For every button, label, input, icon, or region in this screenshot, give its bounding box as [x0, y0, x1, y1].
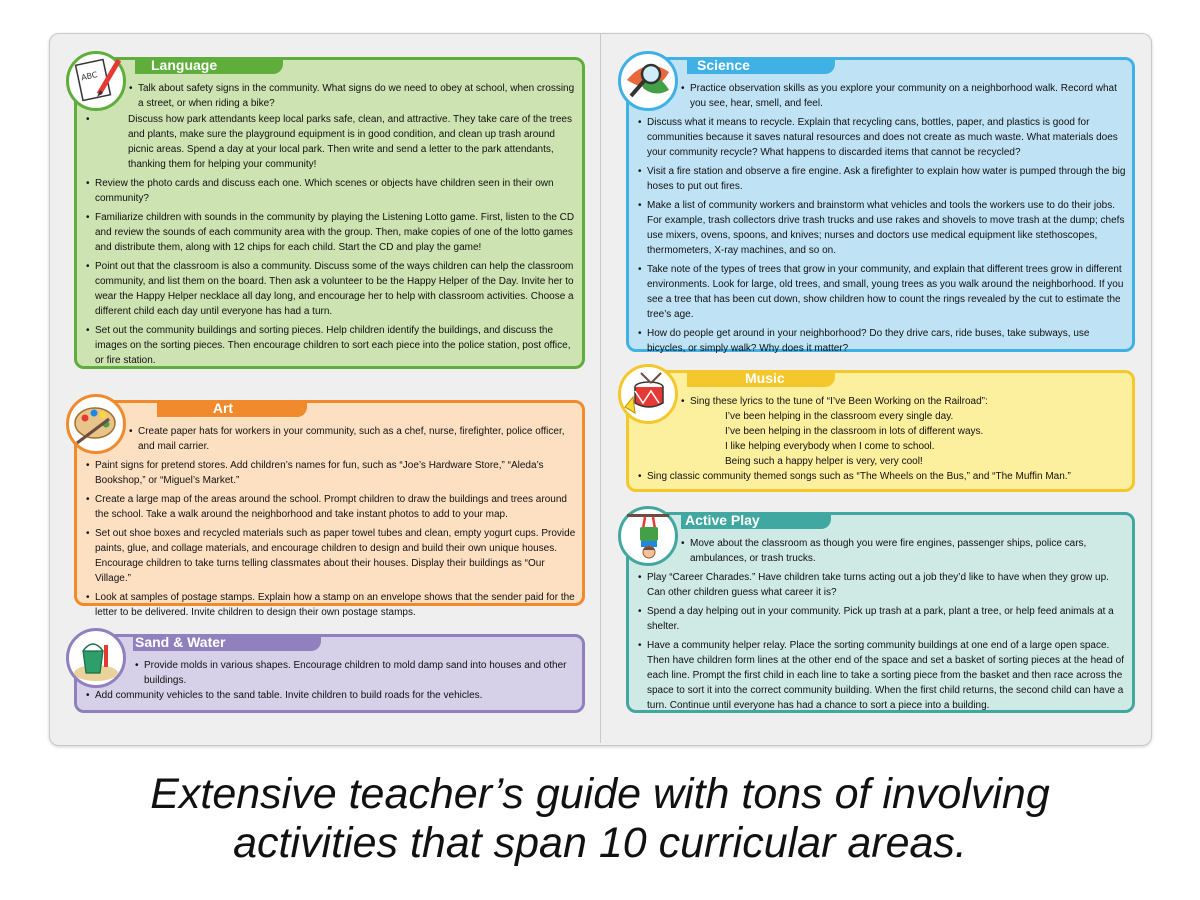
music-body-bottom [638, 469, 1130, 488]
science-body-top [681, 81, 1129, 115]
section-active-play [626, 512, 1135, 713]
music-bullet: • Sing these lyrics to the tune of “I’ve Been Working on the Railroad”: [681, 394, 1129, 409]
art-bullet: • Create a large map of the areas around the school. Prompt children to draw the buildings and trees around the school. Take a walk around the neighborhood and take instant photos to add to your map. [86, 492, 578, 522]
section-sand-water [74, 634, 585, 713]
section-art [74, 400, 585, 618]
section-language-title: Language [151, 57, 218, 73]
music-body [681, 394, 1129, 473]
section-art-title: Art [212, 400, 234, 416]
music-lyric: I’ve been helping in the classroom every single day. [725, 411, 954, 422]
sand-water-bullet: • Add community vehicles to the sand table. Invite children to build roads for the vehicles. [86, 688, 578, 703]
language-bullet-indent [86, 112, 578, 172]
art-bullet: • Look at samples of postage stamps. Explain how a stamp on an envelope shows that the sender paid for the letter to be delivered. Invite children to design their own postage stamps. [86, 590, 578, 620]
sand-water-body [86, 688, 578, 707]
active-play-bullet: • Spend a day helping out in your community. Pick up trash at a park, plant a tree, or help feed animals at a shelter. [638, 604, 1130, 634]
music-lyric: I’ve been helping in the classroom in lots of different ways. [725, 426, 984, 437]
science-bullet: • Practice observation skills as you explore your community on a neighborhood walk. Record what you see, hear, smell, and feel. [681, 81, 1129, 111]
science-bullet: • Take note of the types of trees that grow in your community, and explain that different trees grow in different environments. Look for large, old trees, and small, young trees as you walk around the neighborhood. If you see a tree that has been cut down, show children how to count the rings revealed by the cut to estimate the tree’s age. [638, 262, 1130, 322]
active-play-body-top [681, 536, 1129, 570]
child-swinging-icon [618, 506, 678, 566]
paint-palette-icon [66, 394, 126, 454]
art-bullet: • Set out shoe boxes and recycled materials such as paper towel tubes and clean, empty yogurt cups. Provide paints, glue, and collage materials, and encourage children to design and build their own unique houses. Encourage children to take turns telling classmates about their houses. Display their buildings as “Our Village.” [86, 526, 578, 586]
art-body [86, 458, 578, 624]
section-music-tab [687, 370, 835, 387]
section-music-title: Music [745, 370, 785, 386]
science-bullet: • How do people get around in your neighborhood? Do they drive cars, ride buses, take subways, use bicycles, or simply walk? Why does it matter? [638, 326, 1130, 356]
language-bullet: • Point out that the classroom is also a community. Discuss some of the ways children can help the classroom community, and list them on the board. Then ask a volunteer to be the Happy Helper of the Day. Invite her to wear the Happy Helper necklace all day long, and encourage her to help with classroom activities. Choose a different child each day until everyone has had a turn. [86, 259, 578, 319]
science-bullet: • Discuss what it means to recycle. Explain that recycling cans, bottles, paper, and plastics is good for communities because it saves natural resources and does not create as much waste. What materials does your community recycle? What happens to discarded items that cannot be recycled? [638, 115, 1130, 160]
section-science-tab [687, 57, 835, 74]
section-science-title: Science [697, 57, 750, 73]
language-bullet: • Familiarize children with sounds in the community by playing the Listening Lotto game. First, listen to the CD and review the sounds of each community area with the group. Then, make copies of one of the lotto games and distribute them, along with 12 chips for each child. Start the CD and play the game! [86, 210, 578, 255]
sand-water-body-top [135, 658, 575, 692]
section-sand-water-tab [133, 634, 321, 651]
section-art-tab [157, 400, 307, 417]
sand-water-bullet: • Provide molds in various shapes. Encourage children to mold damp sand into houses and other buildings. [135, 658, 575, 688]
section-sand-water-title: Sand & Water [135, 634, 226, 650]
active-play-bullet: • Have a community helper relay. Place the sorting community buildings at one end of a large open space. Then have children form lines at the other end of the space and set a basket of sorting pieces at the head of each line. Prompt the first child in each line to take a sorting piece from the basket and then race across the space to sort it into the correct community building. When the first child returns, the second child can have a turn. Continue until everyone has had a chance to sort a piece into a building. [638, 638, 1130, 713]
section-language-tab [135, 57, 283, 74]
language-bullet: • Review the photo cards and discuss each one. Which scenes or objects have children seen in their own community? [86, 176, 578, 206]
caption-line-1: Extensive teacher’s guide with tons of involving [150, 770, 1050, 818]
section-music [626, 370, 1135, 492]
drum-icon [618, 364, 678, 424]
magnifying-glass-leaf-icon [618, 51, 678, 111]
art-bullet: • Paint signs for pretend stores. Add children’s names for fun, such as “Joe’s Hardware Store,” “Aleda’s Bookshop,” or “Miguel’s Market.” [86, 458, 578, 488]
language-bullet [86, 112, 578, 172]
language-body [86, 112, 578, 372]
active-play-bullet: • Move about the classroom as though you were fire engines, passenger ships, police cars, ambulances, or trash trucks. [681, 536, 1129, 566]
science-body [638, 115, 1130, 360]
science-bullet: • Make a list of community workers and brainstorm what vehicles and tools the workers use to do their jobs. For example, trash collectors drive trash trucks and use rakes and shovels to move trash at the dump; chefs use mixers, ovens, spoons, and knives; nurses and doctors use medical equipment like stethoscopes, thermometers, X-ray machines, and so on. [638, 198, 1130, 258]
music-bullet: • Sing classic community themed songs such as “The Wheels on the Bus,” and “The Muffin Man.” [638, 469, 1130, 484]
music-lyric: Being such a happy helper is very, very cool! [725, 456, 923, 467]
art-bullet: • Create paper hats for workers in your community, such as a chef, nurse, firefighter, police officer, and mail carrier. [129, 424, 577, 454]
page-spine [600, 34, 601, 743]
language-body-top [129, 81, 577, 115]
active-play-bullet: • Play “Career Charades.” Have children take turns acting out a job they’d like to have when they grow up. Can other children guess what career it is? [638, 570, 1130, 600]
language-bullet: • Talk about safety signs in the community. What signs do we need to obey at school, when crossing a street, or when riding a bike? [129, 81, 577, 111]
science-bullet: • Visit a fire station and observe a fire engine. Ask a firefighter to explain how water is pumped through the big hoses to put out fires. [638, 164, 1130, 194]
abc-text: ABC [80, 70, 99, 83]
section-active-play-title: Active Play [685, 512, 760, 528]
section-active-play-tab [681, 512, 831, 529]
art-body-top [129, 424, 577, 458]
music-lyric: I like helping everybody when I come to school. [725, 441, 935, 452]
section-science [626, 57, 1135, 352]
sand-bucket-icon [66, 628, 126, 688]
active-play-body [638, 570, 1130, 717]
language-bullet: • Set out the community buildings and sorting pieces. Help children identify the buildings, and discuss the images on the sorting pieces. Then encourage children to sort each piece into the police station, post office, or fire station. [86, 323, 578, 368]
section-language [74, 57, 585, 369]
caption-line-2: activities that span 10 curricular areas. [233, 819, 967, 867]
caption [0, 770, 1200, 868]
abc-paper-pencil-icon [66, 51, 126, 111]
language-bullet-text: Discuss how park attendants keep local parks safe, clean, and attractive. They take care of the trees and plants, make sure the playground equipment is in good condition, and clean up trash around picnic areas. Spend a day at your local park. Then write and send a letter to the park attendants, thanking them for helping your community! [128, 114, 572, 170]
